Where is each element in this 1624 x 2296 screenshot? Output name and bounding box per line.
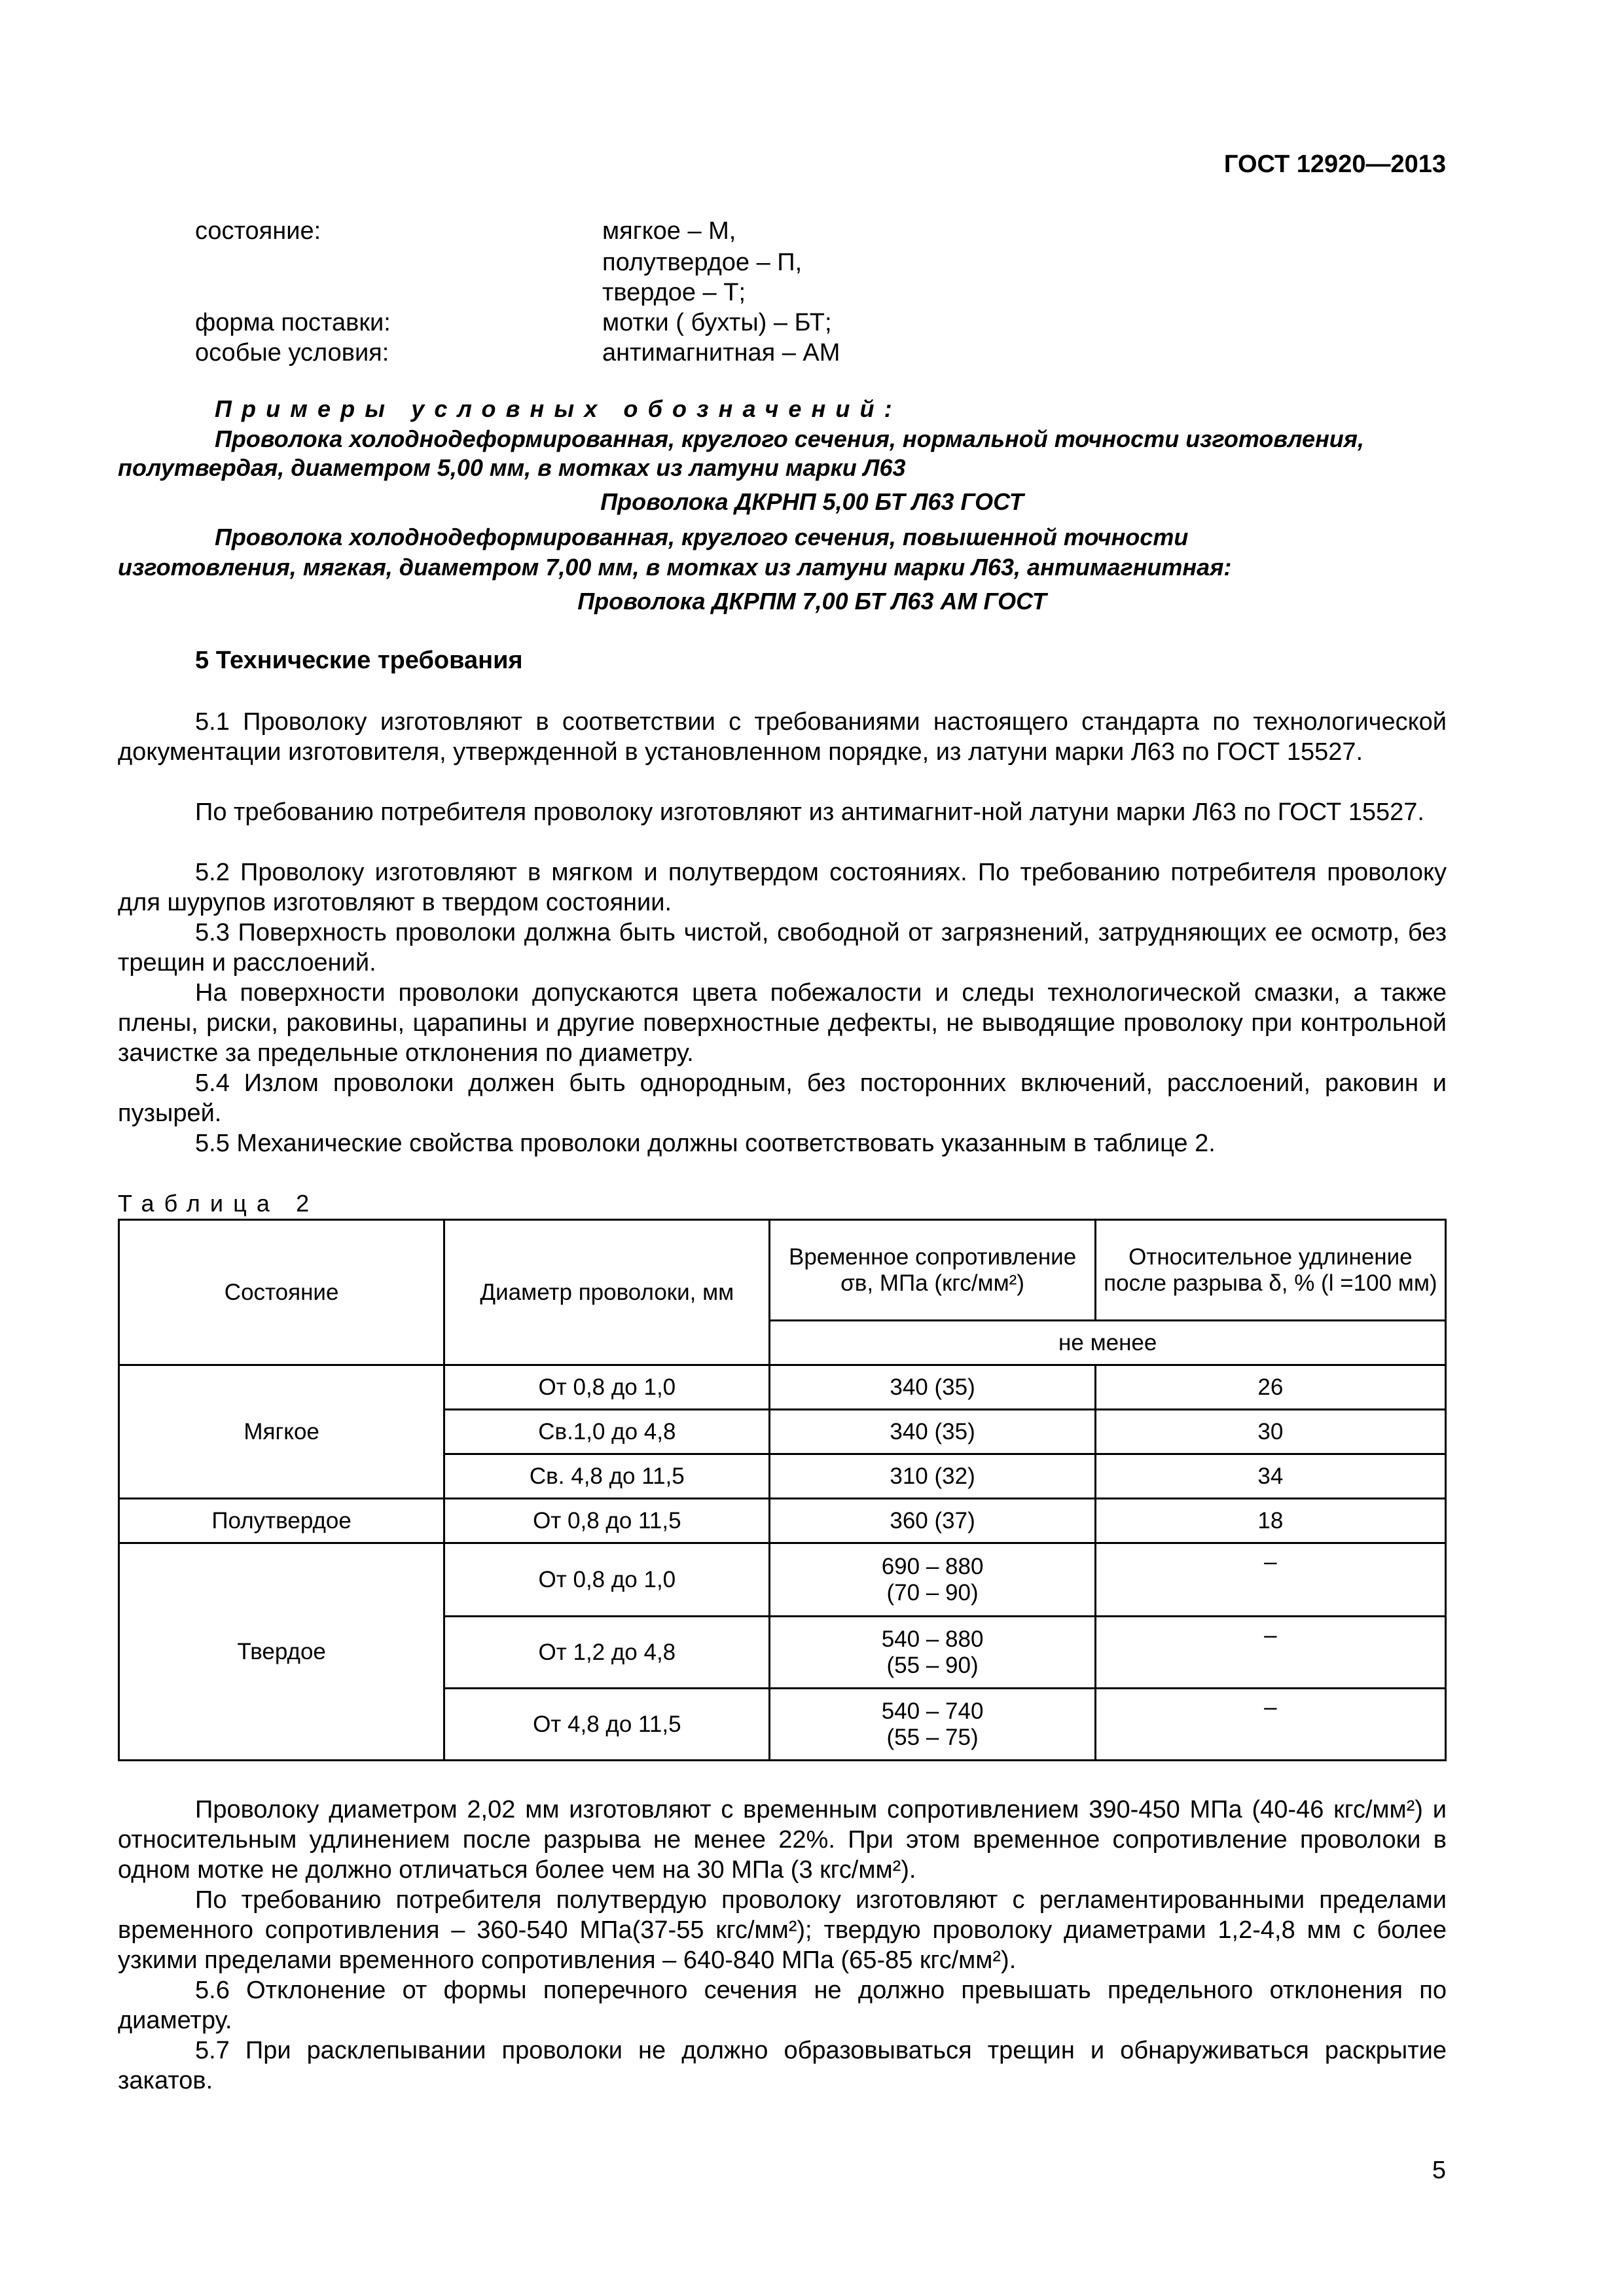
section-title: 5 Технические требования [195, 647, 523, 674]
strength-cell: 360 (37) [770, 1499, 1095, 1543]
designation-value: антимагнитная – АМ [602, 339, 840, 367]
designation-label: состояние: [195, 217, 321, 245]
strength-cell [770, 1543, 1095, 1617]
diameter-cell: Св. 4,8 до 11,5 [444, 1454, 770, 1499]
designation-value: мягкое – М, [602, 217, 736, 245]
table-caption: Таблица 2 [118, 1190, 319, 1217]
diameter-cell: От 0,8 до 11,5 [444, 1499, 770, 1543]
strength-value: 540 – 740 [881, 1698, 984, 1724]
table-header-row [119, 1220, 1446, 1321]
paragraph: 5.6 Отклонение от формы поперечного сечения не должно превышать предельного отклонения по диаметру. [118, 1977, 1447, 2034]
elongation-cell: 30 [1095, 1410, 1445, 1454]
paragraph: 5.1 Проволоку изготовляют в соответствии с требованиями настоящего стандарта по технологической документации изготовителя, утвержденной в установленном порядке, из латуни марки Л63 по ГОСТ 15527. [118, 708, 1447, 766]
diameter-cell: Св.1,0 до 4,8 [444, 1410, 770, 1454]
designation-label: особые условия: [195, 339, 389, 367]
strength-value-kgf: (55 – 90) [886, 1652, 979, 1678]
diameter-cell: От 0,8 до 1,0 [444, 1365, 770, 1410]
table-row [119, 1499, 1446, 1543]
table-row [119, 1365, 1446, 1410]
state-cell: Полутвердое [119, 1499, 444, 1543]
example-1-line-1: Проволока холоднодеформированная, круглого сечения, нормальной точности изготовления, [215, 425, 1365, 452]
strength-cell: 340 (35) [770, 1365, 1095, 1410]
elongation-cell: – [1095, 1689, 1445, 1761]
paragraph: 5.3 Поверхность проволоки должна быть чистой, свободной от загрязнений, затрудняющих ее осмотр, без трещин и расслоений. [118, 919, 1447, 977]
paragraph: По требованию потребителя проволоку изготовляют из антимагнит-ной латуни марки Л63 по ГОСТ 15527. [195, 798, 1424, 826]
elongation-cell: – [1095, 1543, 1445, 1617]
page-number: 5 [1432, 2157, 1446, 2184]
state-cell: Твердое [119, 1543, 444, 1761]
strength-value-kgf: (70 – 90) [886, 1579, 979, 1605]
strength-value-kgf: (55 – 75) [886, 1724, 979, 1750]
paragraph: 5.5 Механические свойства проволоки должны соответствовать указанным в таблице 2. [195, 1130, 1216, 1157]
elongation-cell: 26 [1095, 1365, 1445, 1410]
diameter-cell: От 1,2 до 4,8 [444, 1617, 770, 1689]
mechanical-properties-table [118, 1219, 1447, 1761]
strength-value: 690 – 880 [881, 1553, 984, 1579]
paragraph: 5.2 Проволоку изготовляют в мягком и полутвердом состояниях. По требованию потребителя проволоку для шурупов изготовляют в твердом состоянии. [118, 859, 1447, 916]
state-cell: Мягкое [119, 1365, 444, 1499]
designation-value: твердое – Т; [602, 279, 746, 306]
diameter-cell: От 4,8 до 11,5 [444, 1689, 770, 1761]
example-1-code: Проволока ДКРНП 5,00 БТ Л63 ГОСТ [600, 488, 1024, 515]
header-state: Состояние [119, 1220, 444, 1365]
example-1-line-2: полутвердая, диаметром 5,00 мм, в мотках из латуни марки Л63 [118, 454, 906, 481]
paragraph: 5.4 Излом проволоки должен быть однородным, без посторонних включений, расслоений, раковин и пузырей. [118, 1069, 1447, 1127]
paragraph: По требованию потребителя полутвердую проволоку изготовляют с регламентированными пределами временного сопротивления – 360-540 МПа(37-55 кгс/мм²); твердую проволоку диаметрами 1,2-4,8 мм с более узкими пределами временного сопротивления – 640-840 МПа (65-85 кгс/мм²). [118, 1886, 1447, 1974]
elongation-cell: – [1095, 1617, 1445, 1689]
strength-cell [770, 1617, 1095, 1689]
strength-cell: 310 (32) [770, 1454, 1095, 1499]
header-elongation: Относительное удлинение после разрыва δ, % (l =100 мм) [1095, 1220, 1445, 1321]
paragraph: На поверхности проволоки допускаются цвета побежалости и следы технологической смазки, а также плены, риски, раковины, царапины и другие поверхностные дефекты, не выводящие проволоку при контрольной зачистке за предельные отклонения по диаметру. [118, 979, 1447, 1067]
examples-heading: Примеры условных обозначений: [215, 395, 902, 422]
document-header: ГОСТ 12920—2013 [1223, 151, 1446, 178]
strength-cell [770, 1689, 1095, 1761]
example-2-line-1: Проволока холоднодеформированная, круглого сечения, повышенной точности [215, 524, 1189, 550]
header-diameter: Диаметр проволоки, мм [444, 1220, 770, 1365]
header-min: не менее [770, 1321, 1446, 1365]
strength-cell: 340 (35) [770, 1410, 1095, 1454]
example-2-code: Проволока ДКРПМ 7,00 БТ Л63 АМ ГОСТ [577, 588, 1047, 615]
example-2-line-2: изготовления, мягкая, диаметром 7,00 мм, в мотках из латуни марки Л63, антимагнитная: [118, 554, 1232, 581]
paragraph: Проволоку диаметром 2,02 мм изготовляют с временным сопротивлением 390-450 МПа (40-46 кгс/мм²) и относительным удлинением после разрыва не менее 22%. При этом временное сопротивление проволоки в одном мотке не должно отличаться более чем на 30 МПа (3 кгс/мм²). [118, 1796, 1447, 1884]
table-row [119, 1543, 1446, 1617]
strength-value: 540 – 880 [881, 1626, 984, 1652]
designation-label: форма поставки: [195, 309, 391, 336]
header-strength: Временное сопротивление σв, МПа (кгс/мм²) [770, 1220, 1095, 1321]
designation-value: полутвердое – П, [602, 249, 803, 276]
paragraph: 5.7 При расклепывании проволоки не должно образовываться трещин и обнаруживаться раскрытие закатов. [118, 2037, 1447, 2094]
elongation-cell: 34 [1095, 1454, 1445, 1499]
elongation-cell: 18 [1095, 1499, 1445, 1543]
diameter-cell: От 0,8 до 1,0 [444, 1543, 770, 1617]
designation-value: мотки ( бухты) – БТ; [602, 309, 832, 336]
